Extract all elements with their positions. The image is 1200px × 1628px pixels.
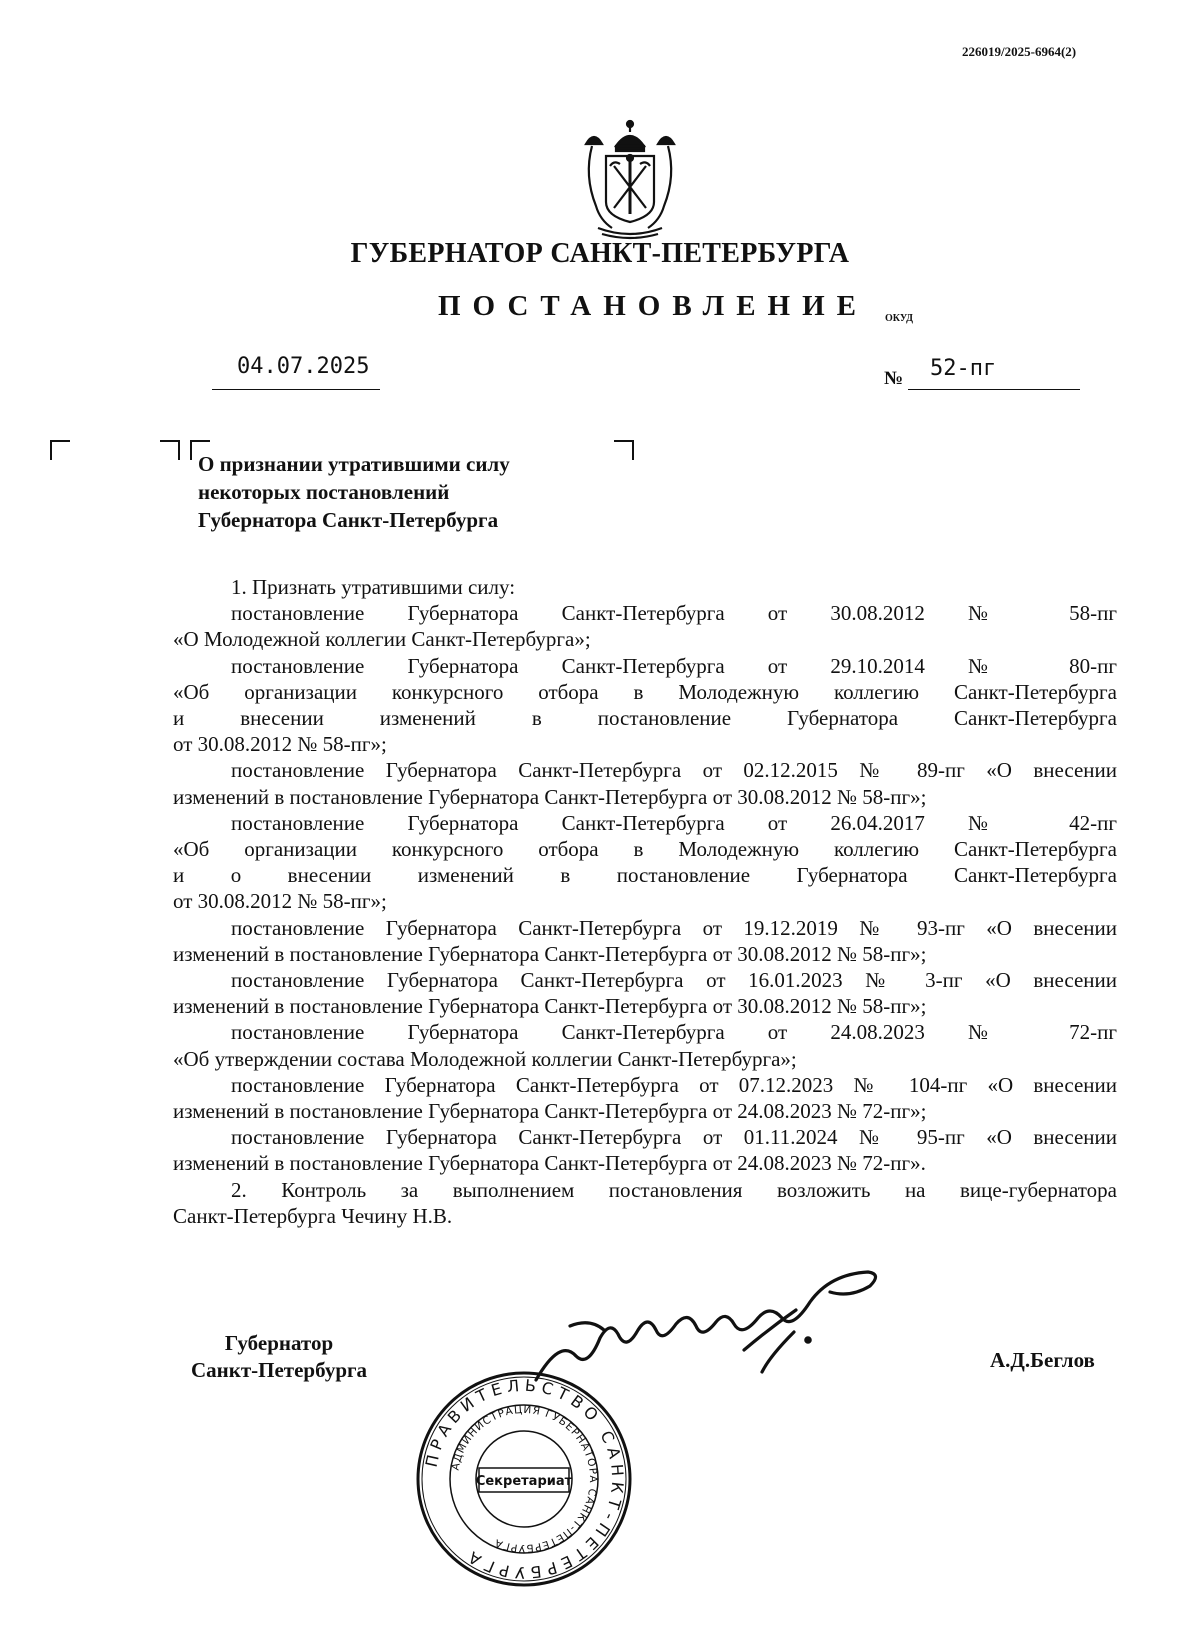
body-line: постановление Губернатора Санкт-Петербурга от 02.12.2015 № 89-пг «О внесении [231,758,1117,783]
body-line: постановление Губернатора Санкт-Петербурга от 01.11.2024 № 95-пг «О внесении [231,1125,1117,1150]
official-seal-stamp [413,1368,635,1590]
body-line: и о внесении изменений в постановление Губернатора Санкт-Петербурга [173,863,1117,888]
corner-mark-subject-right [160,440,180,460]
body-line: изменений в постановление Губернатора Санкт-Петербурга от 24.08.2023 № 72-пг»; [173,1099,927,1124]
body-line: «Об организации конкурсного отбора в Молодежную коллегию Санкт-Петербурга [173,837,1117,862]
body-line: «Об утверждении состава Молодежной коллегии Санкт-Петербурга»; [173,1046,797,1071]
number-underline [908,389,1080,390]
corner-mark-left [50,440,70,460]
document-number: 52-пг [930,356,997,381]
body-line: «Об организации конкурсного отбора в Молодежную коллегию Санкт-Петербурга [173,679,1117,704]
body-line: «О Молодежной коллегии Санкт-Петербурга»; [173,627,591,652]
signatory-position [174,1330,384,1384]
body-line: постановление Губернатора Санкт-Петербурга от 30.08.2012 № 58-пг [231,601,1117,626]
body-line: изменений в постановление Губернатора Санкт-Петербурга от 30.08.2012 № 58-пг»; [173,994,927,1019]
document-type-title: ПОСТАНОВЛЕНИЕ [438,290,869,322]
seal-outer-text: ПРАВИТЕЛЬСТВО САНКТ-ПЕТЕРБУРГА [421,1375,628,1583]
subject-line: О признании утратившими силу [198,452,510,476]
subject-line: некоторых постановлений [198,480,450,504]
body-line: изменений в постановление Губернатора Санкт-Петербурга от 24.08.2023 № 72-пг». [173,1151,926,1176]
signatory-name: А.Д.Беглов [990,1348,1095,1372]
body-line: постановление Губернатора Санкт-Петербурга от 16.01.2023 № 3-пг «О внесении [231,968,1117,993]
body-line: от 30.08.2012 № 58-пг»; [173,732,387,757]
subject-line: Губернатора Санкт-Петербурга [198,508,499,532]
body-line: от 30.08.2012 № 58-пг»; [173,889,387,914]
number-sign: № [884,368,904,389]
body-line: изменений в постановление Губернатора Санкт-Петербурга от 30.08.2012 № 58-пг»; [173,941,927,966]
date-underline [212,389,380,390]
signatory-position-line: Санкт-Петербурга [190,1358,368,1382]
signatory-position-line: Губернатор [224,1331,334,1355]
document-body [173,574,1117,1229]
body-line: постановление Губернатора Санкт-Петербурга от 26.04.2017 № 42-пг [231,810,1117,835]
coat-of-arms-emblem [578,116,682,240]
corner-mark-right [614,440,634,460]
body-line: постановление Губернатора Санкт-Петербурга от 24.08.2023 № 72-пг [231,1020,1117,1045]
body-line: постановление Губернатора Санкт-Петербурга от 29.10.2014 № 80-пг [231,653,1117,678]
body-line: постановление Губернатора Санкт-Петербурга от 19.12.2019 № 93-пг «О внесении [231,915,1117,940]
clause-2: 2. Контроль за выполнением постановления возложить на вице-губернатора [231,1177,1117,1202]
okud-label: ОКУД [885,313,914,324]
handwritten-signature [530,1268,910,1388]
body-line: Санкт-Петербурга Чечину Н.В. [173,1203,453,1228]
document-subject [198,450,510,534]
issuing-authority: ГУБЕРНАТОР САНКТ-ПЕТЕРБУРГА [350,238,850,269]
body-line: и внесении изменений в постановление Губернатора Санкт-Петербурга [173,706,1117,731]
registration-number: 226019/2025-6964(2) [962,44,1077,59]
document-date: 04.07.2025 [237,354,370,379]
clause-1-heading: 1. Признать утратившими силу: [231,575,516,599]
seal-inner-text: АДМИНИСТРАЦИЯ ГУБЕРНАТОРА САНКТ-ПЕТЕРБУРГА [449,1403,600,1555]
body-line: постановление Губернатора Санкт-Петербурга от 07.12.2023 № 104-пг «О внесении [231,1072,1117,1097]
body-line: изменений в постановление Губернатора Санкт-Петербурга от 30.08.2012 № 58-пг»; [173,784,927,809]
seal-center-text: Секретариат [475,1474,573,1489]
